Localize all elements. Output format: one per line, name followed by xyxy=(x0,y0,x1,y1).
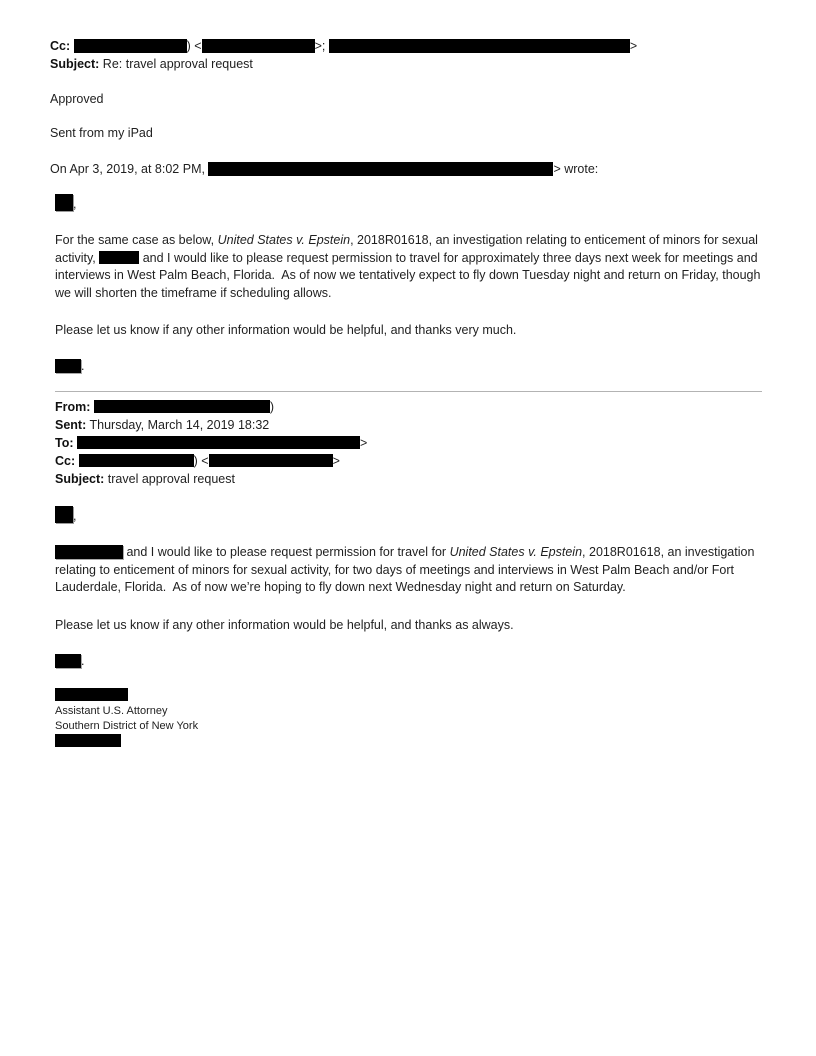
signoff-line xyxy=(55,357,762,375)
closing-request-line-2: Please let us know if any other information would be helpful, and thanks as always. xyxy=(55,617,514,632)
cc-separator: ) < xyxy=(186,39,202,53)
paragraph-text: For the same case as below, xyxy=(55,233,218,247)
redaction-bar xyxy=(208,162,553,176)
request-paragraph-2 xyxy=(55,544,762,597)
signature-district: Southern District of New York xyxy=(55,719,199,732)
quote-attribution-prefix: On Apr 3, 2019, at 8:02 PM, xyxy=(50,162,209,176)
to-suffix: > xyxy=(360,436,368,450)
redaction-bar xyxy=(79,454,194,467)
paragraph-text: and I would like to please request permission to travel for approximately three days next week for meetings and interviews in West Palm Beach, Florida. As of now we tentatively expect to fly down Tuesday night and return on Friday, though we will shorten the timeframe if scheduling allows. xyxy=(55,250,761,300)
subject-label: Subject: xyxy=(50,57,100,71)
redaction-bar xyxy=(55,734,121,747)
greeting-comma: , xyxy=(73,197,77,211)
request-paragraph xyxy=(55,232,762,302)
from-line xyxy=(55,398,762,416)
case-name-italic: United States v. Epstein xyxy=(217,233,351,247)
redaction-bar xyxy=(99,251,139,264)
cc-line-2 xyxy=(55,452,762,470)
redaction-bar xyxy=(94,400,270,413)
quote-attribution-suffix: > wrote: xyxy=(553,162,599,176)
cc-separator: >; xyxy=(314,39,326,53)
to-line xyxy=(55,434,762,452)
signoff-period: . xyxy=(81,653,85,668)
redaction-bar xyxy=(55,359,81,373)
subject-value: Re: travel approval request xyxy=(102,57,253,71)
from-suffix: ) xyxy=(269,400,275,414)
signature-phone-line xyxy=(55,734,762,750)
signature-name-line xyxy=(55,688,762,704)
quoted-email-2-header xyxy=(55,398,762,488)
redaction-bar xyxy=(55,194,73,211)
redaction-bar xyxy=(55,506,73,523)
redaction-bar xyxy=(55,688,128,701)
greeting-line-2 xyxy=(55,506,762,525)
sent-line xyxy=(55,416,762,434)
cc-end-bracket: > xyxy=(629,39,638,53)
sent-label: Sent: xyxy=(55,418,87,432)
signature-block xyxy=(55,688,762,750)
subject-line xyxy=(50,55,762,73)
greeting-comma: , xyxy=(73,509,77,523)
sent-value: Thursday, March 14, 2019 18:32 xyxy=(89,418,270,432)
cc-line xyxy=(50,37,762,55)
signoff-period: . xyxy=(81,359,85,373)
redaction-bar xyxy=(202,39,315,53)
message-divider xyxy=(55,391,762,392)
from-label: From: xyxy=(55,400,91,414)
subject-line-2 xyxy=(55,470,762,488)
subject-value: travel approval request xyxy=(107,472,235,486)
paragraph-text: , 2018R01618, an investigation relating to enticement of minors for sexual activity, xyxy=(55,233,758,265)
redaction-bar xyxy=(55,654,81,668)
cc-separator: ) < xyxy=(193,454,209,468)
to-label: To: xyxy=(55,436,74,450)
approval-text: Approved xyxy=(50,92,104,106)
subject-label: Subject: xyxy=(55,472,105,486)
redaction-bar xyxy=(55,545,123,559)
redaction-bar xyxy=(209,454,333,467)
redaction-bar xyxy=(77,436,360,449)
paragraph-text: , 2018R01618, an investigation relating to enticement of minors for sexual activity, for two days of meetings and interviews in West Palm Beach and/or Fort Lauderdale, Florida. As of now we’re hoping to fly down next Wednesday night and return on Saturday. xyxy=(55,545,755,594)
redaction-bar xyxy=(74,39,187,53)
cc-label: Cc: xyxy=(55,454,76,468)
greeting-line xyxy=(55,194,762,213)
quoted-email-1 xyxy=(55,194,762,750)
closing-request-line: Please let us know if any other information would be helpful, and thanks very much. xyxy=(55,323,517,337)
signature-title: Assistant U.S. Attorney xyxy=(55,704,168,717)
signoff-line-2 xyxy=(55,652,762,670)
cc-label: Cc: xyxy=(50,39,71,53)
cc-suffix: > xyxy=(332,454,340,468)
case-name-italic: United States v. Epstein xyxy=(449,545,583,559)
paragraph-text: and I would like to please request permission for travel for xyxy=(123,545,450,559)
redaction-bar xyxy=(329,39,630,53)
quote-attribution-line xyxy=(50,160,762,178)
sent-from-device: Sent from my iPad xyxy=(50,126,153,140)
